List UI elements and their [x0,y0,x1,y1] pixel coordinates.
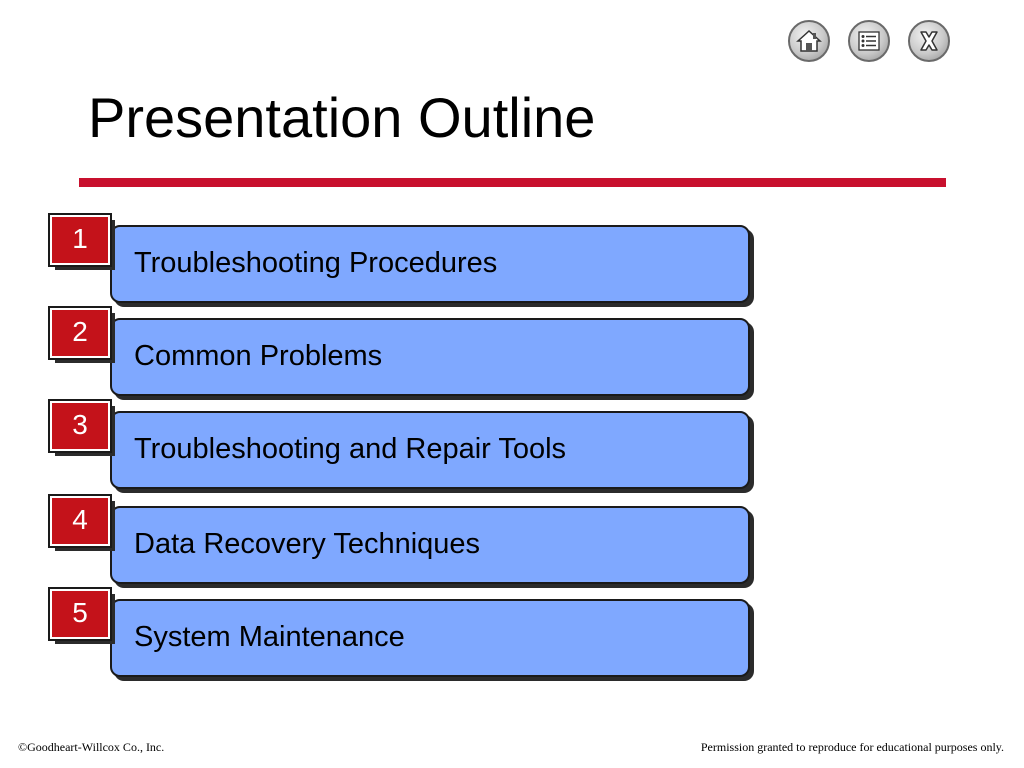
outline-item-number: 2 [50,308,110,358]
outline-item-number: 3 [50,401,110,451]
exit-button[interactable] [908,20,950,62]
slide-nav [786,20,952,64]
outline-item[interactable] [50,308,760,398]
title-divider [79,178,946,187]
outline-item[interactable] [50,215,760,305]
outline-item-number: 1 [50,215,110,265]
outline-item-box[interactable] [110,599,750,677]
outline-item-box[interactable] [110,506,750,584]
outline-item-label: Data Recovery Techniques [134,528,481,560]
home-button[interactable] [788,20,830,62]
outline-item-box[interactable] [110,411,750,489]
outline-item-label: Common Problems [134,340,383,372]
list-menu-icon [856,28,882,54]
outline-item-number: 4 [50,496,110,546]
outline-item-label: Troubleshooting Procedures [134,247,498,279]
outline-item-label: Troubleshooting and Repair Tools [134,433,567,465]
slide-title: Presentation Outline [88,86,596,149]
outline-item[interactable] [50,401,760,491]
outline-item-number: 5 [50,589,110,639]
outline-item-box[interactable] [110,225,750,303]
permission-notice: Permission granted to reproduce for educational purposes only. [700,740,1004,754]
copyright-notice: ©Goodheart-Willcox Co., Inc. [18,740,165,754]
outline-item[interactable] [50,589,760,679]
outline-item[interactable] [50,496,760,586]
outline-item-box[interactable] [110,318,750,396]
outline-menu-button[interactable] [848,20,890,62]
home-icon [796,28,822,54]
outline-item-label: System Maintenance [134,621,405,653]
close-x-icon [916,28,942,54]
